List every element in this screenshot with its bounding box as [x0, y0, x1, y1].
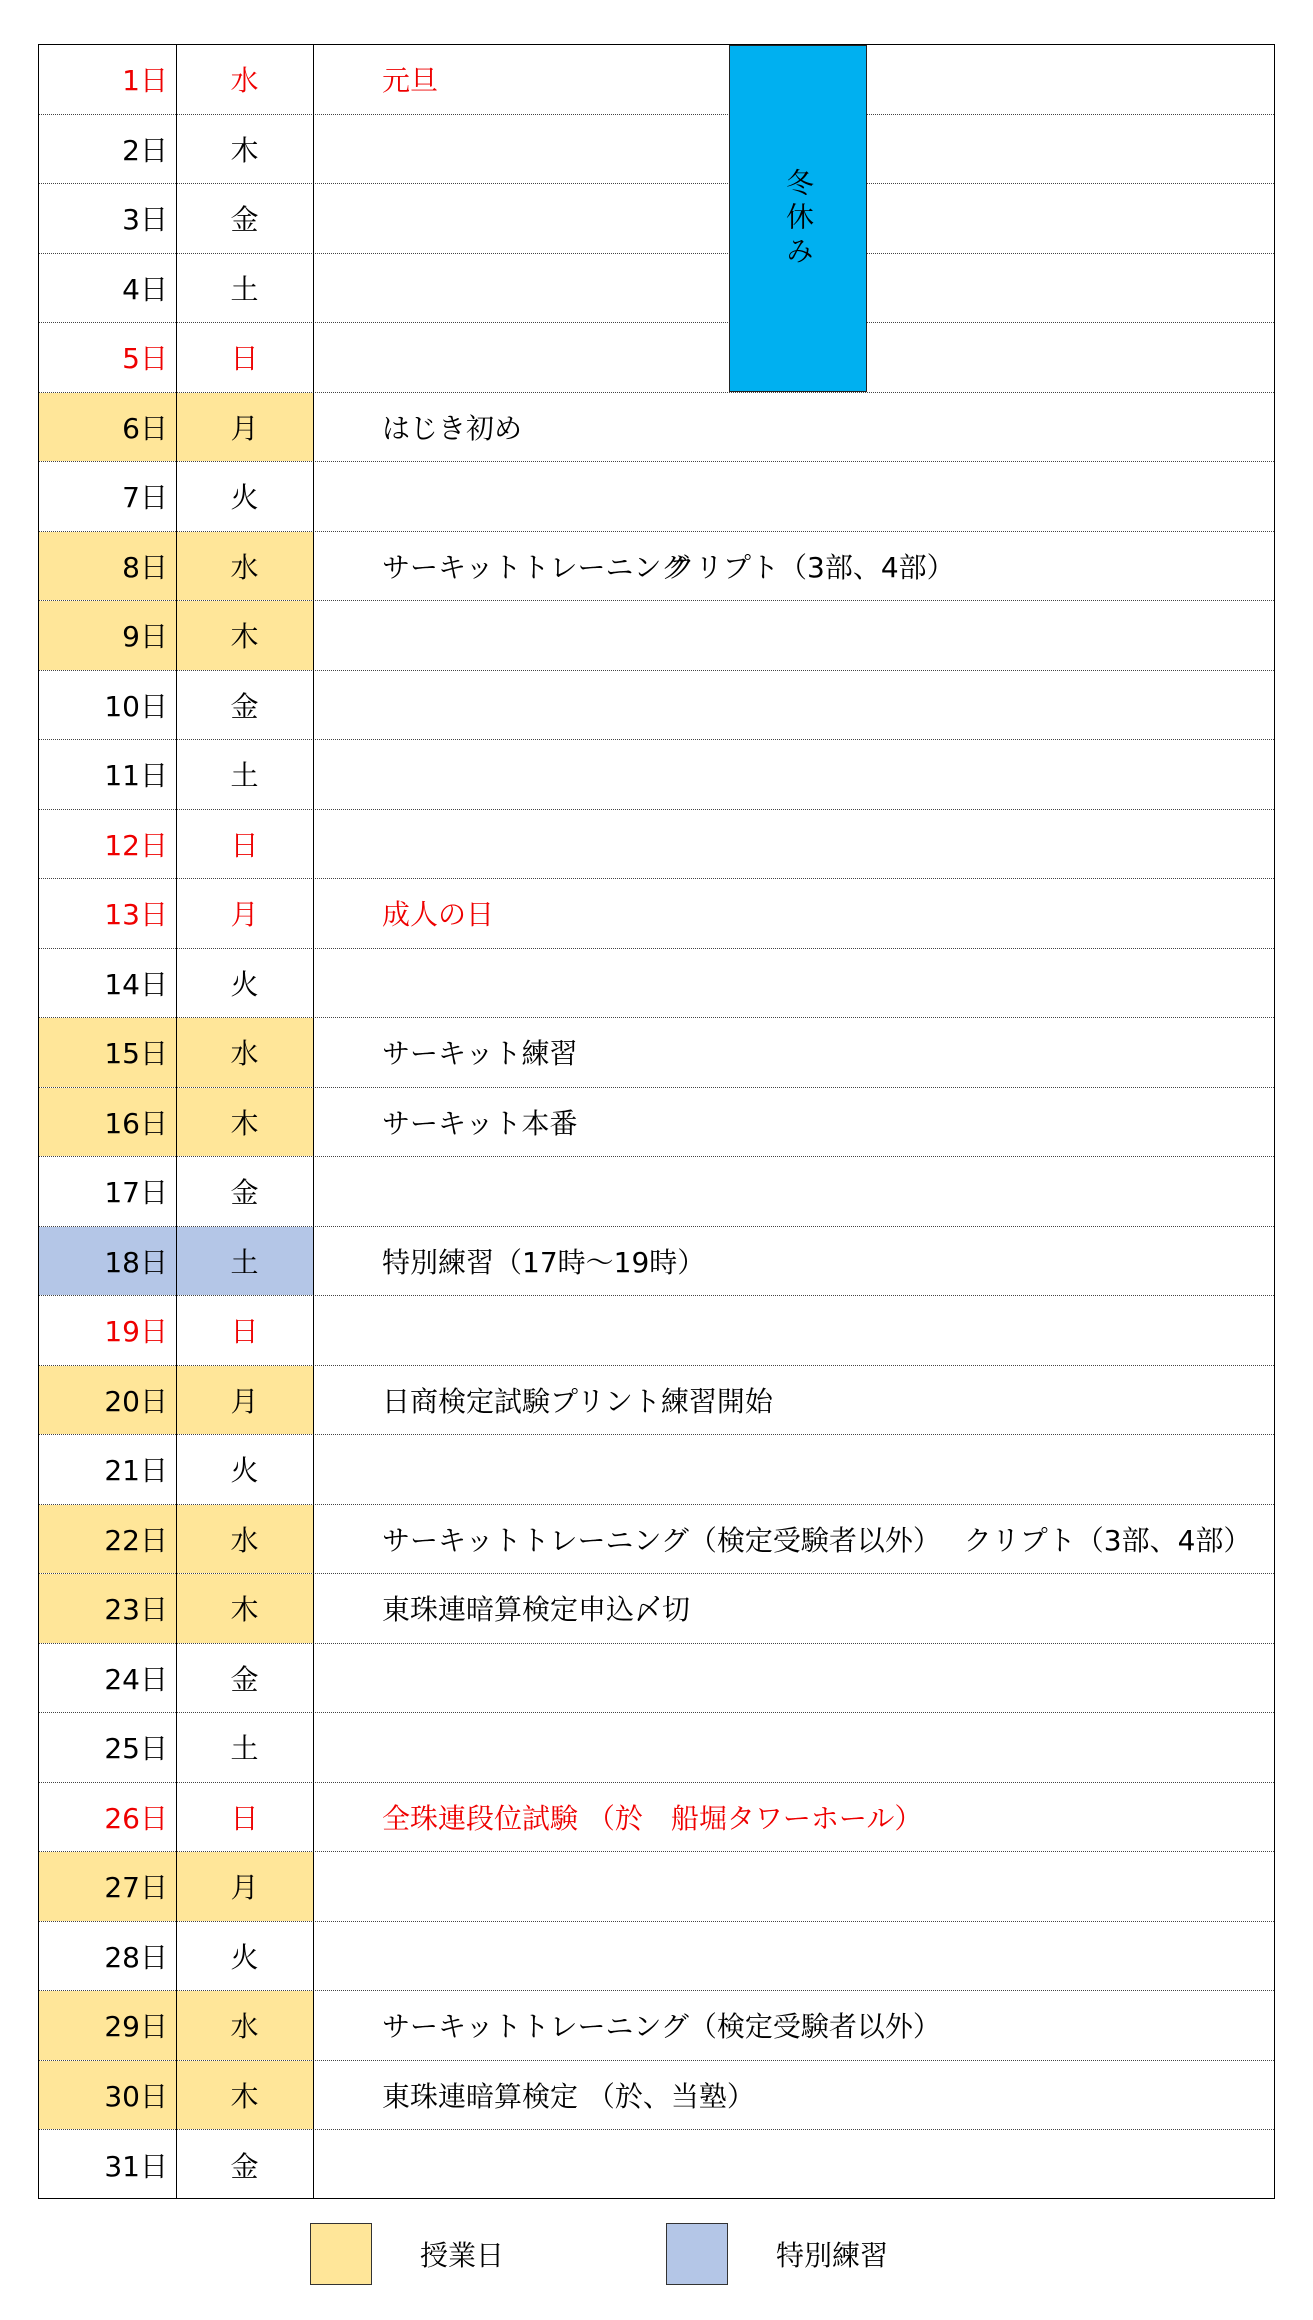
calendar-row — [39, 671, 1274, 741]
date-cell: 6日 — [39, 393, 176, 462]
weekday-cell: 日 — [230, 1801, 259, 1835]
calendar-row — [39, 393, 1274, 463]
date-cell: 1日 — [122, 64, 168, 98]
legend-label-lesson-day: 授業日 — [420, 2239, 505, 2272]
winter-break-block — [729, 45, 867, 392]
weekday-cell: 日 — [230, 828, 259, 862]
calendar-row — [39, 1088, 1274, 1158]
weekday-cell: 火 — [230, 1940, 259, 1974]
event-cell: 東珠連暗算検定 （於、当塾） — [382, 2079, 755, 2113]
date-cell: 15日 — [39, 1018, 176, 1087]
date-cell: 12日 — [104, 828, 168, 862]
calendar-row — [39, 1574, 1274, 1644]
calendar-row — [39, 1852, 1274, 1922]
weekday-cell: 水 — [176, 1991, 313, 2060]
calendar-row — [39, 532, 1274, 602]
date-cell: 16日 — [39, 1088, 176, 1157]
column-divider-date — [176, 45, 177, 2198]
weekday-cell: 木 — [230, 133, 259, 167]
date-cell: 21日 — [104, 1454, 168, 1488]
weekday-cell: 月 — [176, 1366, 313, 1435]
weekday-cell: 月 — [176, 393, 313, 462]
date-cell: 14日 — [104, 967, 168, 1001]
date-cell: 11日 — [104, 759, 168, 793]
calendar-row — [39, 810, 1274, 880]
calendar-row — [39, 45, 1274, 115]
weekday-cell: 木 — [176, 601, 313, 670]
event-cell: 成人の日 — [382, 898, 495, 932]
weekday-cell: 水 — [176, 1505, 313, 1574]
calendar-row — [39, 1157, 1274, 1227]
weekday-cell: 金 — [230, 1662, 259, 1696]
date-cell: 3日 — [122, 203, 168, 237]
calendar-row — [39, 1922, 1274, 1992]
event-cell: 日商検定試験プリント練習開始 — [382, 1384, 773, 1418]
winter-break-label: 冬休み — [782, 167, 815, 270]
calendar-row — [39, 740, 1274, 810]
event-cell: はじき初め — [382, 411, 523, 445]
date-cell: 27日 — [39, 1852, 176, 1921]
calendar-row — [39, 1296, 1274, 1366]
weekday-cell: 木 — [176, 2061, 313, 2130]
event-cell: サーキットトレーニング（検定受験者以外） クリプト（3部、4部） — [382, 1523, 1252, 1557]
calendar-row — [39, 323, 1274, 393]
event-cell: サーキット練習 — [382, 1037, 578, 1071]
weekday-cell: 月 — [230, 898, 259, 932]
weekday-cell: 金 — [230, 1176, 259, 1210]
date-cell: 31日 — [104, 2149, 168, 2183]
event-cell: 元旦 — [382, 64, 439, 98]
date-cell: 25日 — [104, 1732, 168, 1766]
weekday-cell: 土 — [230, 759, 259, 793]
event-cell: サーキット本番 — [382, 1106, 578, 1140]
calendar-row — [39, 1644, 1274, 1714]
date-cell: 17日 — [104, 1176, 168, 1210]
calendar-row — [39, 601, 1274, 671]
date-cell: 10日 — [104, 689, 168, 723]
column-divider-dow — [313, 45, 314, 2198]
weekday-cell: 木 — [176, 1088, 313, 1157]
date-cell: 19日 — [104, 1315, 168, 1349]
weekday-cell: 木 — [176, 1574, 313, 1643]
calendar-row — [39, 1366, 1274, 1436]
event-cell: サーキットトレーニング（検定受験者以外） — [382, 2010, 941, 2044]
calendar-row — [39, 879, 1274, 949]
weekday-cell: 土 — [230, 272, 259, 306]
calendar-row — [39, 184, 1274, 254]
weekday-cell: 水 — [230, 64, 259, 98]
date-cell: 4日 — [122, 272, 168, 306]
calendar-row — [39, 1435, 1274, 1505]
calendar-row — [39, 2130, 1274, 2200]
weekday-cell: 金 — [230, 2149, 259, 2183]
event-cell: 特別練習（17時～19時） — [382, 1245, 706, 1279]
date-cell: 28日 — [104, 1940, 168, 1974]
weekday-cell: 水 — [176, 1018, 313, 1087]
legend-swatch-lesson-day — [310, 2223, 372, 2285]
weekday-cell: 水 — [176, 532, 313, 601]
weekday-cell: 火 — [230, 967, 259, 1001]
weekday-cell: 日 — [230, 342, 259, 376]
date-cell: 5日 — [122, 342, 168, 376]
date-cell: 9日 — [39, 601, 176, 670]
date-cell: 18日 — [39, 1227, 176, 1296]
calendar-row — [39, 1018, 1274, 1088]
calendar-row — [39, 462, 1274, 532]
weekday-cell: 火 — [230, 1454, 259, 1488]
event-cell: 東珠連暗算検定申込〆切 — [382, 1593, 691, 1627]
calendar-row — [39, 1713, 1274, 1783]
weekday-cell: 火 — [230, 481, 259, 515]
weekday-cell: 月 — [176, 1852, 313, 1921]
weekday-cell: 土 — [176, 1227, 313, 1296]
date-cell: 24日 — [104, 1662, 168, 1696]
event-cell: 全珠連段位試験 （於 船堀タワーホール） — [382, 1801, 923, 1835]
weekday-cell: 土 — [230, 1732, 259, 1766]
date-cell: 8日 — [39, 532, 176, 601]
weekday-cell: 金 — [230, 689, 259, 723]
calendar-table — [38, 44, 1275, 2199]
legend-label-special-practice: 特別練習 — [776, 2239, 889, 2272]
legend-swatch-special-practice — [666, 2223, 728, 2285]
calendar-row — [39, 2061, 1274, 2131]
calendar-row — [39, 949, 1274, 1019]
date-cell: 20日 — [39, 1366, 176, 1435]
weekday-cell: 日 — [230, 1315, 259, 1349]
event-cell-secondary: クリプト（3部、4部） — [667, 550, 955, 584]
date-cell: 29日 — [39, 1991, 176, 2060]
date-cell: 26日 — [104, 1801, 168, 1835]
date-cell: 23日 — [39, 1574, 176, 1643]
date-cell: 7日 — [122, 481, 168, 515]
date-cell: 30日 — [39, 2061, 176, 2130]
weekday-cell: 金 — [230, 203, 259, 237]
calendar-row — [39, 254, 1274, 324]
calendar-row — [39, 1783, 1274, 1853]
calendar-row — [39, 115, 1274, 185]
event-cell: サーキットトレーニング — [382, 550, 689, 584]
calendar-row — [39, 1991, 1274, 2061]
calendar-row — [39, 1227, 1274, 1297]
date-cell: 2日 — [122, 133, 168, 167]
date-cell: 22日 — [39, 1505, 176, 1574]
date-cell: 13日 — [104, 898, 168, 932]
calendar-row — [39, 1505, 1274, 1575]
